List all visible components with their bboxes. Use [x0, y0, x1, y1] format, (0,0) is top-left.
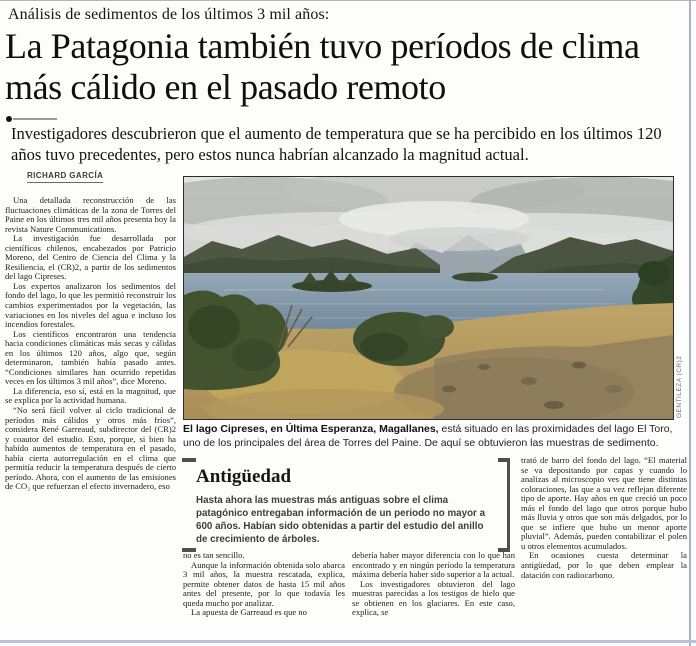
infobox-text: Hasta ahora las muestras más antiguas sobre el clima patagónico entregaban información de un periodo no mayor a 600 años. Habían sido obtenidas a partir del estudio del anillo de crecimiento de árboles. [196, 495, 486, 545]
paragraph: no es tan sencillo. [183, 551, 245, 560]
infobox-right-bracket [498, 458, 510, 552]
paragraph: trató de barro del fondo del lago. “El material se va depositando por capas y cuando lo analizas al microscopio ves que tiene distintas coloraciones, las que a su vez reflejan diferente tipo de aporte. Hay años en que creció un poco más el fondo del lago que otros porque hubo más lluvia y otros que son más delgados, por lo que se infiere que hubo un menor aporte pluvial”. Además, pueden contabilizar el polen u otros elementos acumulados. [521, 456, 687, 551]
lake-photo-illustration [184, 177, 673, 419]
paragraph: “No será fácil volver al ciclo tradicional de períodos más cálidos y otros más fríos”, considera René Garreaud, subdirector del (CR)2 y coautor del estudio. Esto, porque, si bien ha habido aumentos de temperatura en el pasado, había cierta autorregulación en el clima que permitía reducir la temperatura después de cierto período. Ahora, con el aumento de las emisiones de CO₂ que refuerzan el efecto invernadero, eso [5, 405, 176, 492]
paragraph: debería haber mayor diferencia con lo que han encontrado y en ningún período la temperatura máxima debería haber sido superior a la actual. [352, 551, 515, 580]
paragraph: Los científicos encontraron una tendencia hacia condiciones climáticas más secas y cálidas en los últimos 120 años, algo que, según determinaron, también había pasado antes. “Condiciones similares han ocurrido repetidas veces en los últimos 3 mil años”, dice Moreno. [5, 328, 176, 387]
infobox-corner-top-left [182, 458, 196, 462]
paragraph: La diferencia, eso sí, está en la magnitud, que se explica por la actividad humana. [5, 385, 176, 406]
paragraph: Una detallada reconstrucción de las fluctuaciones climáticas de la zona de Torres del Paine en los últimos tres mil años presenta hoy la revista Nature Communications. [5, 196, 176, 234]
deck: Investigadores descubrieron que el aumento de temperatura que se ha percibido en los últimos 120 años tuvo precedentes, pero estos nunca habrían alcanzado la magnitud actual. [11, 124, 662, 164]
body-column-2 [183, 551, 345, 639]
body-column-4 [521, 456, 687, 639]
paragraph: En ocasiones cuesta determinar la antigüedad, por lo que deben emplear la datación con radiocarbono. [521, 550, 687, 580]
bullet-dot-icon [6, 116, 12, 122]
body-column-1 [5, 196, 176, 638]
paragraph: Los investigadores obtuvieron del lago muestras parecidas a los testigos de hielo que se obtienen en los glaciares. En este caso, explica, se [352, 578, 515, 618]
paragraph: La investigación fue desarrollada por científicos chilenos, encabezados por Patricio Moreno, del Centro de Ciencia del Clima y la Resiliencia, el (CR)2, a partir de los sedimentos del lago Cipreses. [5, 233, 176, 282]
byline: RICHARD GARCÍA [27, 171, 103, 183]
deck-bullet-marker [6, 115, 66, 123]
paragraph: La apuesta de Garreaud es que no [191, 607, 307, 618]
kicker: Análisis de sedimentos de los últimos 3 mil años: [8, 6, 330, 23]
bullet-dash-line [13, 118, 57, 120]
infobox-title: Antigüedad [196, 466, 292, 487]
caption-lead: El lago Cipreses, en Última Esperanza, Magallanes, [183, 423, 439, 435]
photo-caption [183, 423, 688, 450]
paragraph: Aunque la información obtenida solo abarca 3 mil años, la muestra rescatada, explica, permite obtener datos de hasta 15 mil años antes del presente, por lo que todavía les queda mucho por analizar. [183, 559, 345, 608]
top-rule [0, 0, 696, 1]
photo-credit: GENTILEZA (CR)2 [676, 355, 683, 418]
bottom-page-rule [0, 640, 696, 643]
lake-photo [183, 176, 674, 420]
body-column-3 [352, 551, 515, 639]
infobox-antiguedad [183, 461, 510, 549]
headline: La Patagonia también tuvo períodos de clima más cálido en el pasado remoto [5, 26, 640, 107]
paragraph: Los expertos analizaron los sedimentos del fondo del lago, lo que les permitió reconstruir los cambios experimentados por la vegetación, las variaciones en los niveles del agua e incluso los incendios forestales. [5, 280, 176, 330]
caption-text: está situado en las proximidades del lago El Toro, uno de los principales del área de Torres del Paine. De aquí se obtuvieron las muestras de sedimento. [183, 423, 673, 449]
